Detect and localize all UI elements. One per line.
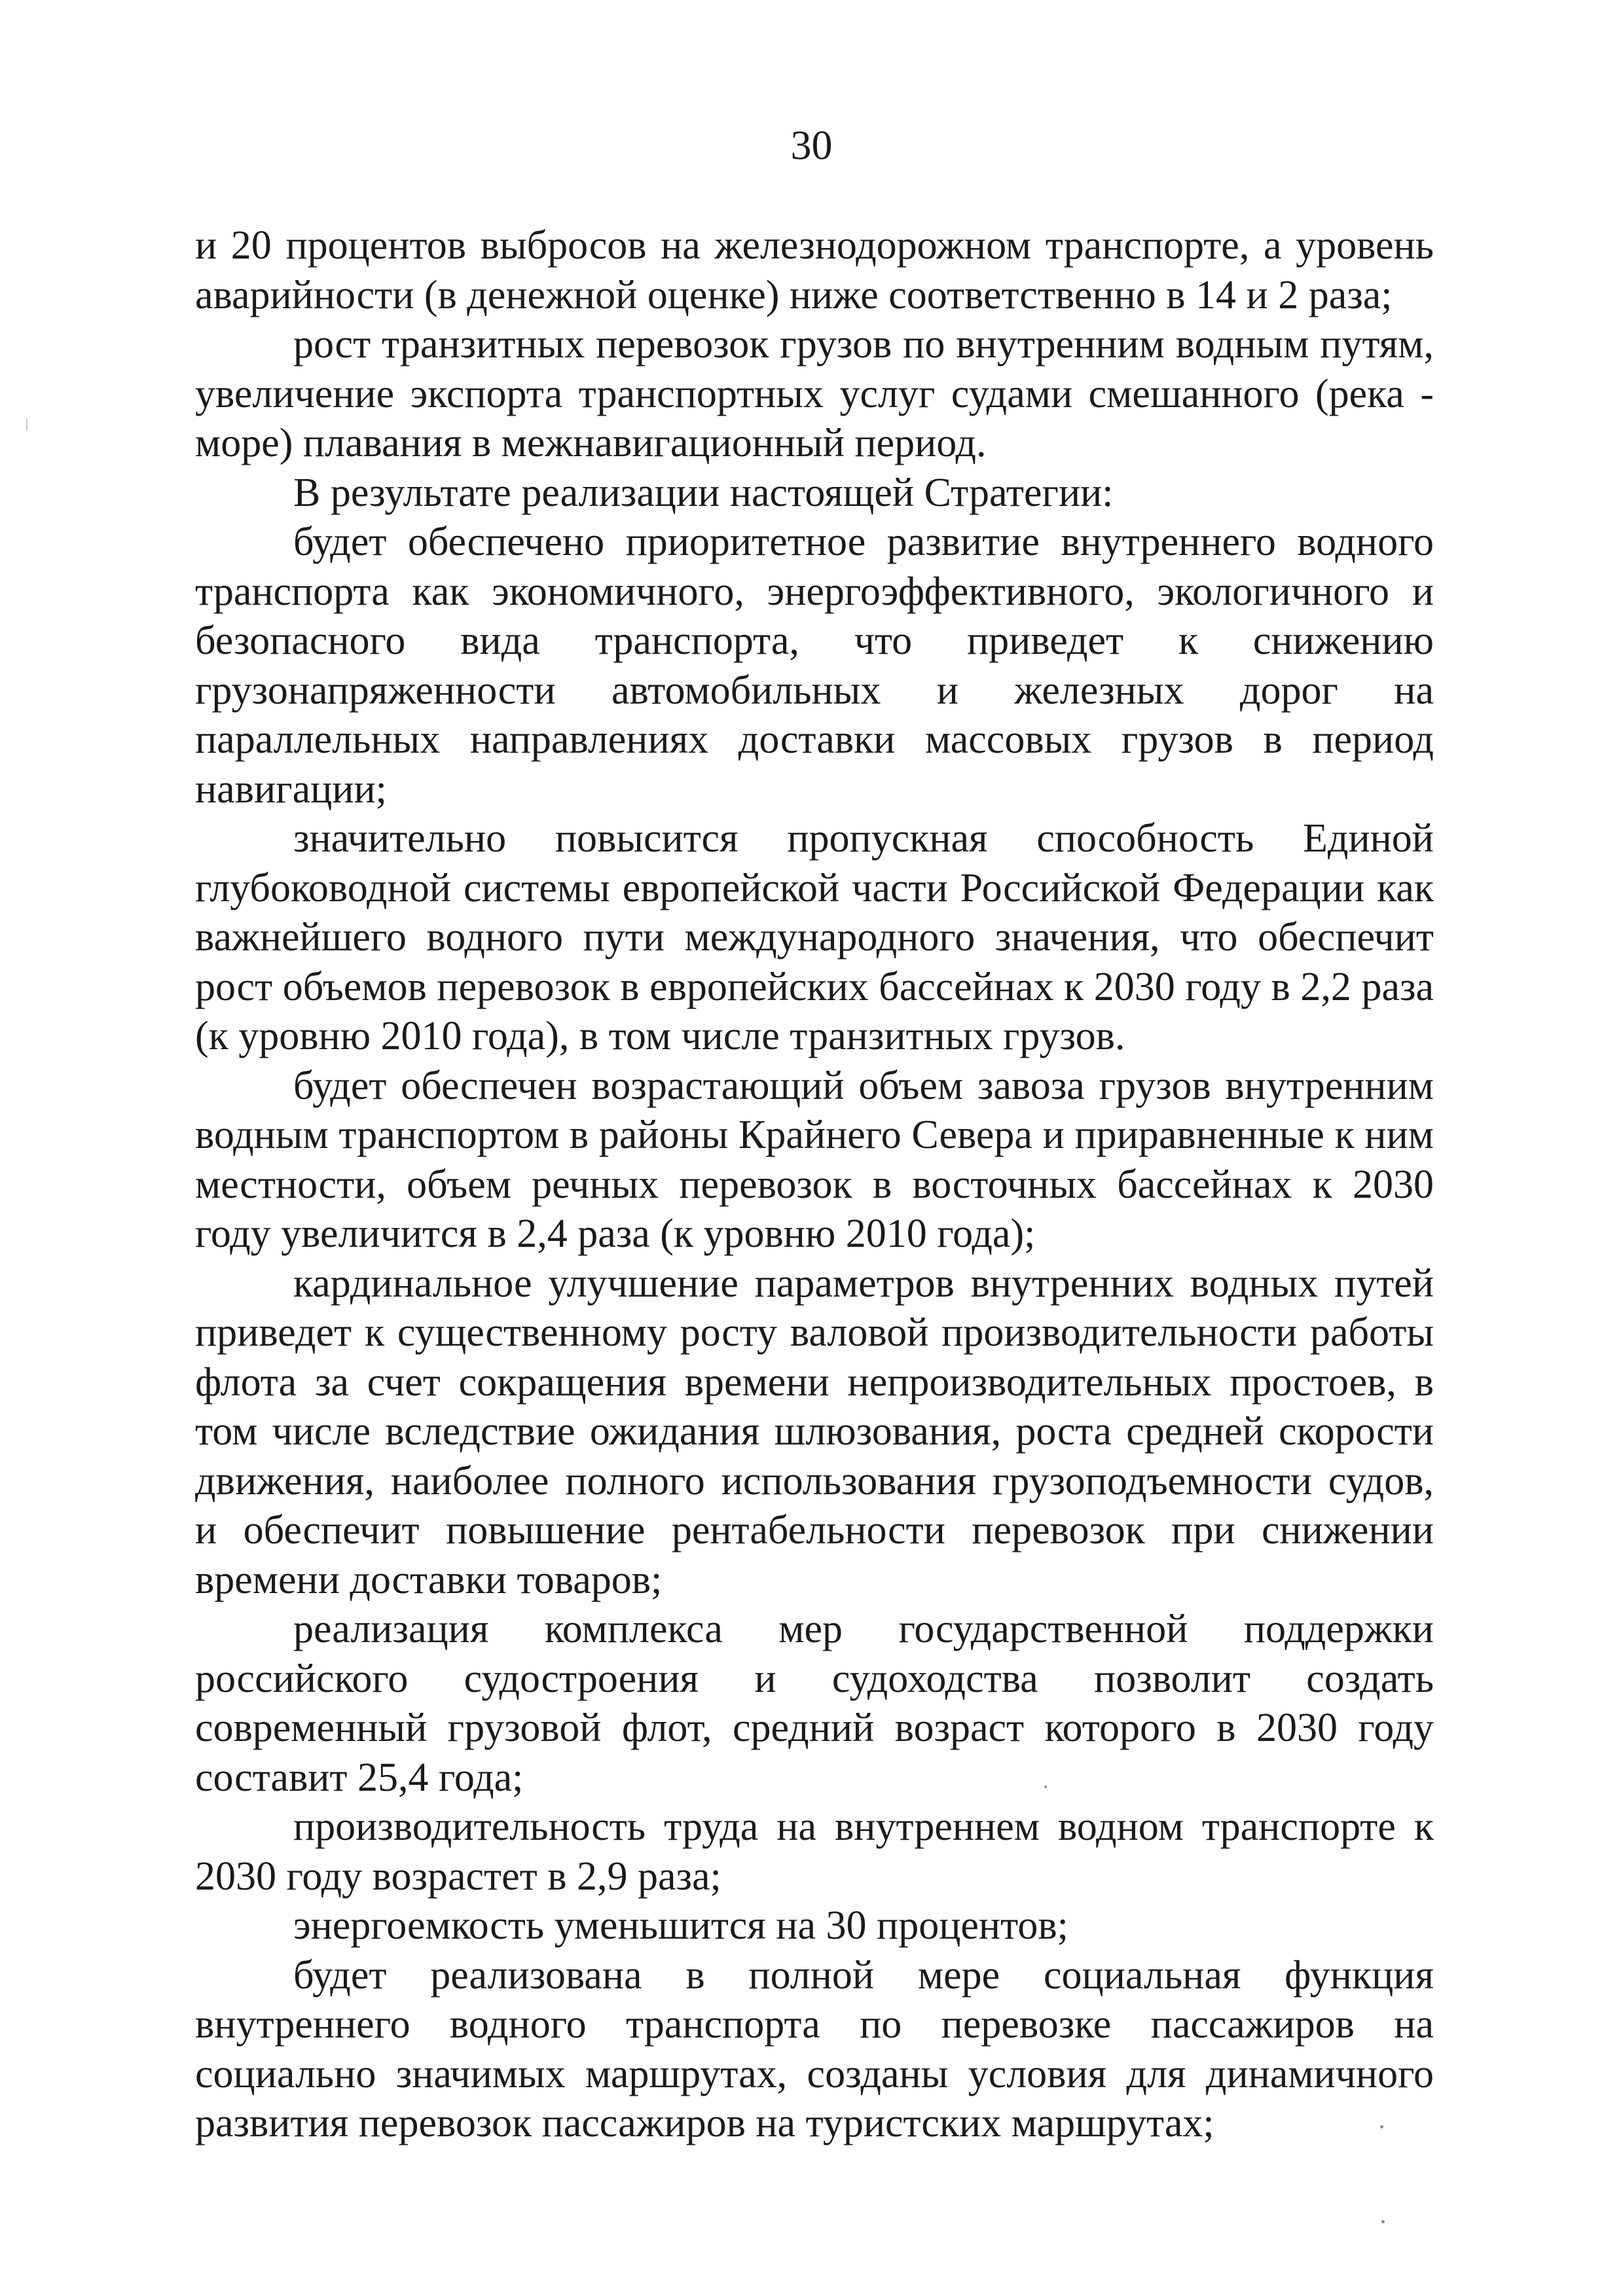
paragraph-priority-development: будет обеспечено приоритетное развитие внутреннего водного транспорта как экономичного, энергоэффективного, экологичного и безопасного вида транспорта, что приведет к снижению грузонапряженности автомобильных и железных дорог на параллельных направлениях доставки массовых грузов в период навигации; bbox=[195, 520, 1434, 812]
scan-artifact bbox=[26, 419, 27, 431]
scan-artifact bbox=[1044, 1785, 1047, 1788]
scan-artifact bbox=[1380, 2125, 1383, 2128]
page-number: 30 bbox=[790, 122, 833, 168]
paragraph-continuation: и 20 процентов выбросов на железнодорожном транспорте, а уровень аварийности (в денежной оценке) ниже соответственно в 14 и 2 раза; bbox=[195, 223, 1434, 317]
paragraph-passenger-transport: будет реализована в полной мере социальная функция внутреннего водного транспорта по перевозке пассажиров на социально значимых маршрутах, созданы условия для динамичного развития перевозок пассажиров на туристских маршрутах; bbox=[195, 1952, 1434, 2145]
scan-artifact bbox=[1381, 2220, 1385, 2223]
paragraph-shipbuilding-support: реализация комплекса мер государственной поддержки российского судостроения и судоходства позволит создать современный грузовой флот, средний возраст которого в 2030 году составит 25,4 года; bbox=[195, 1607, 1434, 1800]
paragraph-waterway-improvement: кардинальное улучшение параметров внутренних водных путей приведет к существенному росту валовой производительности работы флота за счет сокращения времени непроизводительных простоев, в том числе вследствие ожидания шлюзования, роста средней скорости движения, наиболее полного использования грузоподъемности судов, и обеспечит повышение рентабельности перевозок при снижении времени доставки товаров; bbox=[195, 1261, 1434, 1602]
paragraph-labor-productivity: производительность труда на внутреннем водном транспорте к 2030 году возрастет в 2,9 раза; bbox=[195, 1804, 1434, 1899]
paragraph-energy-intensity: энергоемкость уменьшится на 30 процентов; bbox=[293, 1903, 1068, 1948]
document-body bbox=[195, 221, 1434, 2149]
paragraph-results-heading: В результате реализации настоящей Стратегии: bbox=[293, 470, 1114, 515]
paragraph-far-north-delivery: будет обеспечен возрастающий объем завоза грузов внутренним водным транспортом в районы Крайнего Севера и приравненные к ним местности, объем речных перевозок в восточных бассейнах к 2030 году увеличится в 2,4 раза (к уровню 2010 года); bbox=[195, 1063, 1434, 1256]
paragraph-capacity-increase: значительно повысится пропускная способность Единой глубоководной системы европейской части Российской Федерации как важнейшего водного пути международного значения, что обеспечит рост объемов перевозок в европейских бассейнах к 2030 году в 2,2 раза (к уровню 2010 года), в том числе транзитных грузов. bbox=[195, 816, 1434, 1058]
paragraph-transit-growth: рост транзитных перевозок грузов по внутренним водным путям, увеличение экспорта транспортных услуг судами смешанного (река - море) плавания в межнавигационный период. bbox=[195, 322, 1434, 465]
